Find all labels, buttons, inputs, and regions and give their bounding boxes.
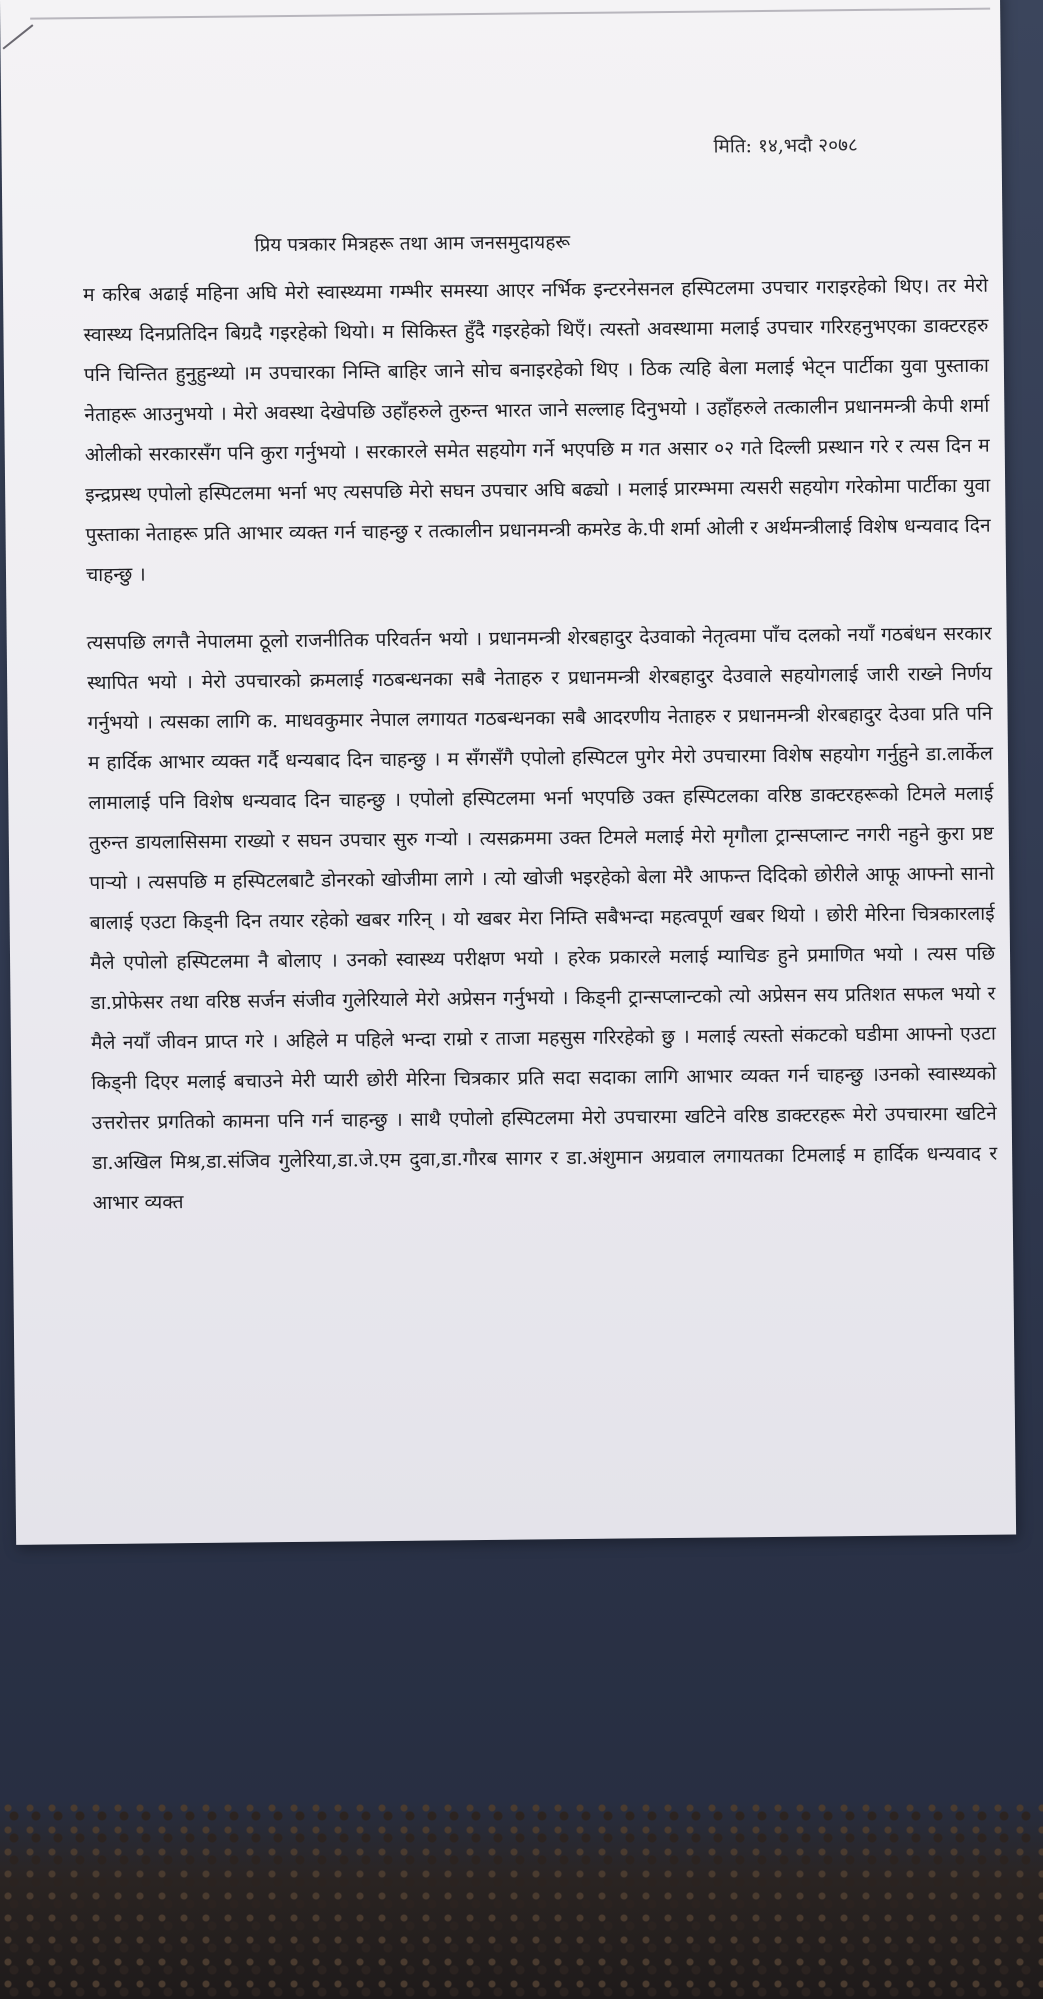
fabric-surface	[0, 1800, 1043, 1999]
letter-salutation: प्रिय पत्रकार मित्रहरू तथा आम जनसमुदायहरू	[254, 231, 571, 257]
pen-mark	[3, 24, 34, 49]
letter-paragraph-2: त्यसपछि लगत्तै नेपालमा ठूलो राजनीतिक परिवर्तन भयो । प्रधानमन्त्री शेरबहादुर देउवाको नेतृत्वमा पाँच दलको नयाँ गठबंधन सरकार स्थापित भयो । मेरो उपचारको क्रमलाई गठबन्धनका सबै नेताहरु र प्रधानमन्त्री शेरबहादुर देउवाले सहयोगलाई जारी राख्ने निर्णय गर्नुभयो । त्यसका लागि क. माधवकुमार नेपाल लगायत गठबन्धनका सबै आदरणीय नेताहरु र प्रधानमन्त्री शेरबहादुर देउवा प्रति पनि म हार्दिक आभार व्यक्त गर्दै धन्यबाद दिन चाहन्छु । म सँगसँगै एपोलो हस्पिटल पुगेर मेरो उपचारमा विशेष सहयोग गर्नुहुने डा.लार्केल लामालाई पनि विशेष धन्यवाद दिन चाहन्छु । एपोलो हस्पिटलमा भर्ना भएपछि उक्त हस्पिटलका वरिष्ठ डाक्टरहरूको टिमले मलाई तुरुन्त डायलासिसमा राख्यो र सघन उपचार सुरु गर्‍यो । त्यसक्रममा उक्त टिमले मलाई मेरो मृगौला ट्रान्सप्लान्ट नगरी नहुने कुरा प्रष्ट पार्‍यो । त्यसपछि म हस्पिटलबाटै डोनरको खोजीमा लागे । त्यो खोजी भइरहेको बेला मेरै आफन्त दिदिको छोरीले आफू आफ्नो सानो बालाई एउटा किड्नी दिन तयार रहेको खबर गरिन् । यो खबर मेरा निम्ति सबैभन्दा महत्वपूर्ण खबर थियो । छोरी मेरिना चित्रकारलाई मैले एपोलो हस्पिटलमा नै बोलाए । उनको स्वास्थ्य परीक्षण भयो । हरेक प्रकारले मलाई म्याचिङ हुने प्रमाणित भयो । त्यस पछि डा.प्रोफेसर तथा वरिष्ठ सर्जन संजीव गुलेरियाले मेरो अप्रेसन गर्नुभयो । किड्नी ट्रान्सप्लान्टको त्यो अप्रेसन सय प्रतिशत सफल भयो र मैले नयाँ जीवन प्राप्त गरे । अहिले म पहिले भन्दा राम्रो र ताजा महसुस गरिरहेको छु । मलाई त्यस्तो संकटको घडीमा आफ्नो एउटा किड्नी दिएर मलाई बचाउने मेरी प्यारी छोरी मेरिना चित्रकार प्रति सदा सदाका लागि आभार व्यक्त गर्न चाहन्छु ।उनको स्वास्थ्यको उत्तरोत्तर प्रगतिको कामना पनि गर्न चाहन्छु । साथै एपोलो हस्पिटलमा मेरो उपचारमा खटिने वरिष्ठ डाक्टरहरू मेरो उपचारमा खटिने डा.अखिल मिश्र,डा.संजिव गुलेरिया,डा.जे.एम दुवा,डा.गौरब सागर र डा.अंशुमान अग्रवाल लगायतका टिमलाई म हार्दिक धन्यवाद र आभार व्यक्त	[86, 621, 998, 1215]
page-top-edge	[30, 8, 990, 20]
letter-paragraph-1: म करिब अढाई महिना अघि मेरो स्वास्थ्यमा गम्भीर समस्या आएर नर्भिक इन्टरनेसनल हस्पिटलमा उपचार गराइरहेको थिए। तर मेरो स्वास्थ्य दिनप्रतिदिन बिग्रदै गइरहेको थियो। म सिकिस्त हुँदै गइरहेको थिएँ। त्यस्तो अवस्थामा मलाई उपचार गरिरहनुभएका डाक्टरहरु पनि चिन्तित हुनुहुन्थ्यो ।म उपचारका निम्ति बाहिर जाने सोच बनाइरहेको थिए । ठिक त्यहि बेला मलाई भेट्न पार्टीका युवा पुस्ताका नेताहरू आउनुभयो । मेरो अवस्था देखेपछि उहाँहरुले तुरुन्त भारत जाने सल्लाह दिनुभयो । उहाँहरुले तत्कालीन प्रधानमन्त्री केपी शर्मा ओलीको सरकारसँग पनि कुरा गर्नुभयो । सरकारले समेत सहयोग गर्ने भएपछि म गत असार ०२ गते दिल्ली प्रस्थान गरे र त्यस दिन म इन्द्रप्रस्थ एपोलो हस्पिटलमा भर्ना भए त्यसपछि मेरो सघन उपचार अघि बढ्यो । मलाई प्रारम्भमा त्यसरी सहयोग गरेकोमा पार्टीका युवा पुस्ताका नेताहरू प्रति आभार व्यक्त गर्न चाहन्छु र तत्कालीन प्रधानमन्त्री कमरेड के.पी शर्मा ओली र अर्थमन्त्रीलाई विशेष धन्यवाद दिन चाहन्छु ।	[82, 273, 991, 587]
letter-date: मिति: १४,भदौ २०७८	[713, 134, 858, 158]
